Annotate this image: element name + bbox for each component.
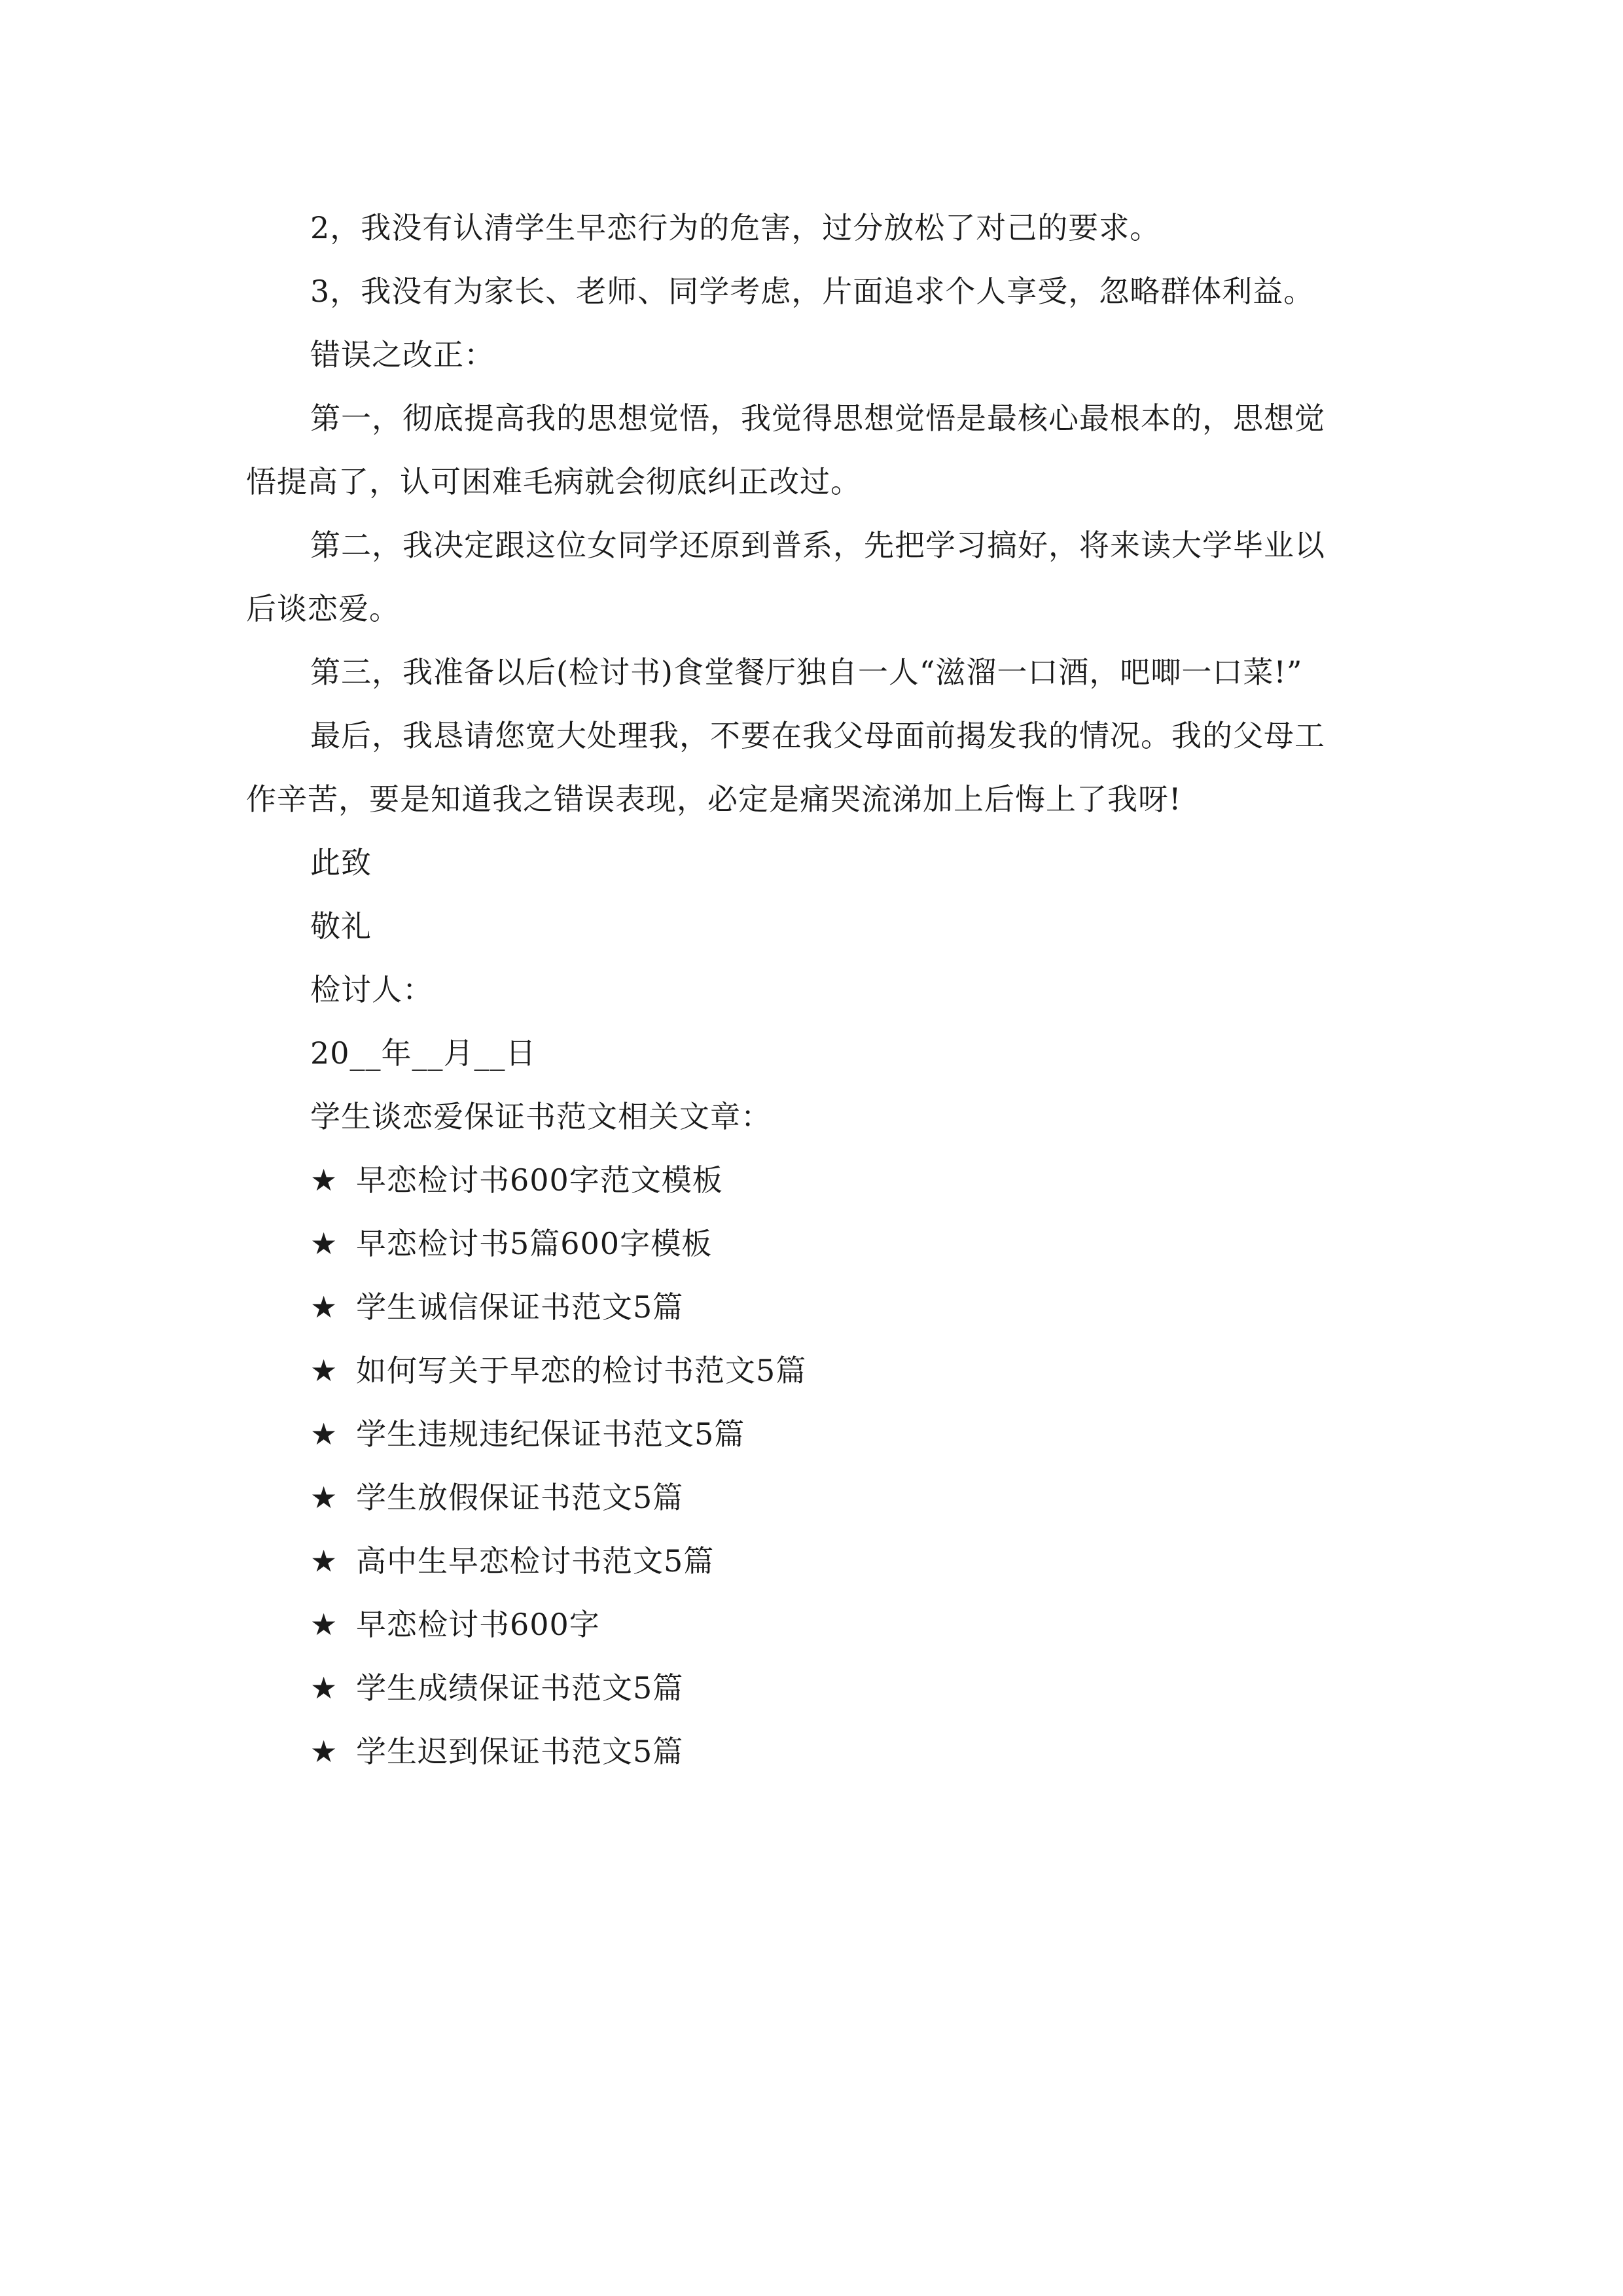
related-article-link[interactable]: 早恋检讨书600字 (356, 1607, 600, 1642)
related-articles-list (246, 1149, 1385, 1784)
paragraph-closing-request (246, 704, 1385, 831)
related-article-link[interactable]: 学生违规违纪保证书范文5篇 (356, 1416, 745, 1452)
star-icon: ★ (310, 1734, 338, 1769)
star-icon: ★ (310, 1353, 338, 1388)
star-icon: ★ (310, 1670, 338, 1706)
related-articles-heading (246, 1085, 1385, 1149)
text-line: 2，我没有认清学生早恋行为的危害，过分放松了对己的要求。 (310, 210, 1161, 245)
paragraph-correction-3 (246, 641, 1385, 704)
document-body (246, 196, 1385, 1784)
text-line: 后谈恋爱。 (246, 591, 400, 626)
paragraph-reason-3 (246, 260, 1385, 323)
star-icon: ★ (310, 1226, 338, 1261)
section-heading-corrections (246, 323, 1385, 387)
paragraph-correction-1 (246, 387, 1385, 514)
star-icon: ★ (310, 1289, 338, 1325)
date-line (246, 1022, 1385, 1085)
related-article-link[interactable]: 学生成绩保证书范文5篇 (356, 1670, 684, 1706)
list-item[interactable] (246, 1339, 1385, 1403)
list-item[interactable] (246, 1276, 1385, 1339)
text-line: 悟提高了，认可困难毛病就会彻底纠正改过。 (246, 464, 861, 499)
text-line: 学生谈恋爱保证书范文相关文章： (310, 1099, 772, 1134)
related-article-link[interactable]: 早恋检讨书600字范文模板 (356, 1162, 723, 1198)
star-icon: ★ (310, 1607, 338, 1642)
list-item[interactable] (246, 1149, 1385, 1212)
star-icon: ★ (310, 1480, 338, 1515)
paragraph-correction-2 (246, 514, 1385, 641)
text-line: 检讨人： (310, 972, 433, 1007)
text-line: 3，我没有为家长、老师、同学考虑，片面追求个人享受，忽略群体利益。 (310, 274, 1315, 309)
salutation (246, 831, 1385, 895)
related-article-link[interactable]: 学生迟到保证书范文5篇 (356, 1734, 684, 1769)
text-line: 敬礼 (310, 908, 372, 944)
text-line: 第一，彻底提高我的思想觉悟，我觉得思想觉悟是最核心最根本的，思想觉 (310, 401, 1325, 436)
list-item[interactable] (246, 1530, 1385, 1593)
list-item[interactable] (246, 1212, 1385, 1276)
text-line: 作辛苦，要是知道我之错误表现，必定是痛哭流涕加上后悔上了我呀! (246, 781, 1182, 817)
text-line: 20__年__月__日 (310, 1035, 537, 1071)
text-line: 最后，我恳请您宽大处理我，不要在我父母面前揭发我的情况。我的父母工 (310, 718, 1325, 753)
paragraph-reason-2 (246, 196, 1385, 260)
star-icon: ★ (310, 1162, 338, 1198)
salutation-respect (246, 895, 1385, 958)
list-item[interactable] (246, 1593, 1385, 1657)
list-item[interactable] (246, 1720, 1385, 1784)
list-item[interactable] (246, 1403, 1385, 1466)
star-icon: ★ (310, 1543, 338, 1579)
related-article-link[interactable]: 如何写关于早恋的检讨书范文5篇 (356, 1353, 807, 1388)
related-article-link[interactable]: 学生放假保证书范文5篇 (356, 1480, 684, 1515)
text-line: 此致 (310, 845, 372, 880)
star-icon: ★ (310, 1416, 338, 1452)
list-item[interactable] (246, 1657, 1385, 1720)
related-article-link[interactable]: 学生诚信保证书范文5篇 (356, 1289, 684, 1325)
text-line: 错误之改正： (310, 337, 495, 372)
list-item[interactable] (246, 1466, 1385, 1530)
signature-label (246, 958, 1385, 1022)
text-line: 第二，我决定跟这位女同学还原到普系，先把学习搞好，将来读大学毕业以 (310, 528, 1325, 563)
text-line: 第三，我准备以后(检讨书)食堂餐厅独自一人“滋溜一口酒，吧唧一口菜!” (310, 655, 1303, 690)
related-article-link[interactable]: 早恋检讨书5篇600字模板 (356, 1226, 713, 1261)
related-article-link[interactable]: 高中生早恋检讨书范文5篇 (356, 1543, 715, 1579)
